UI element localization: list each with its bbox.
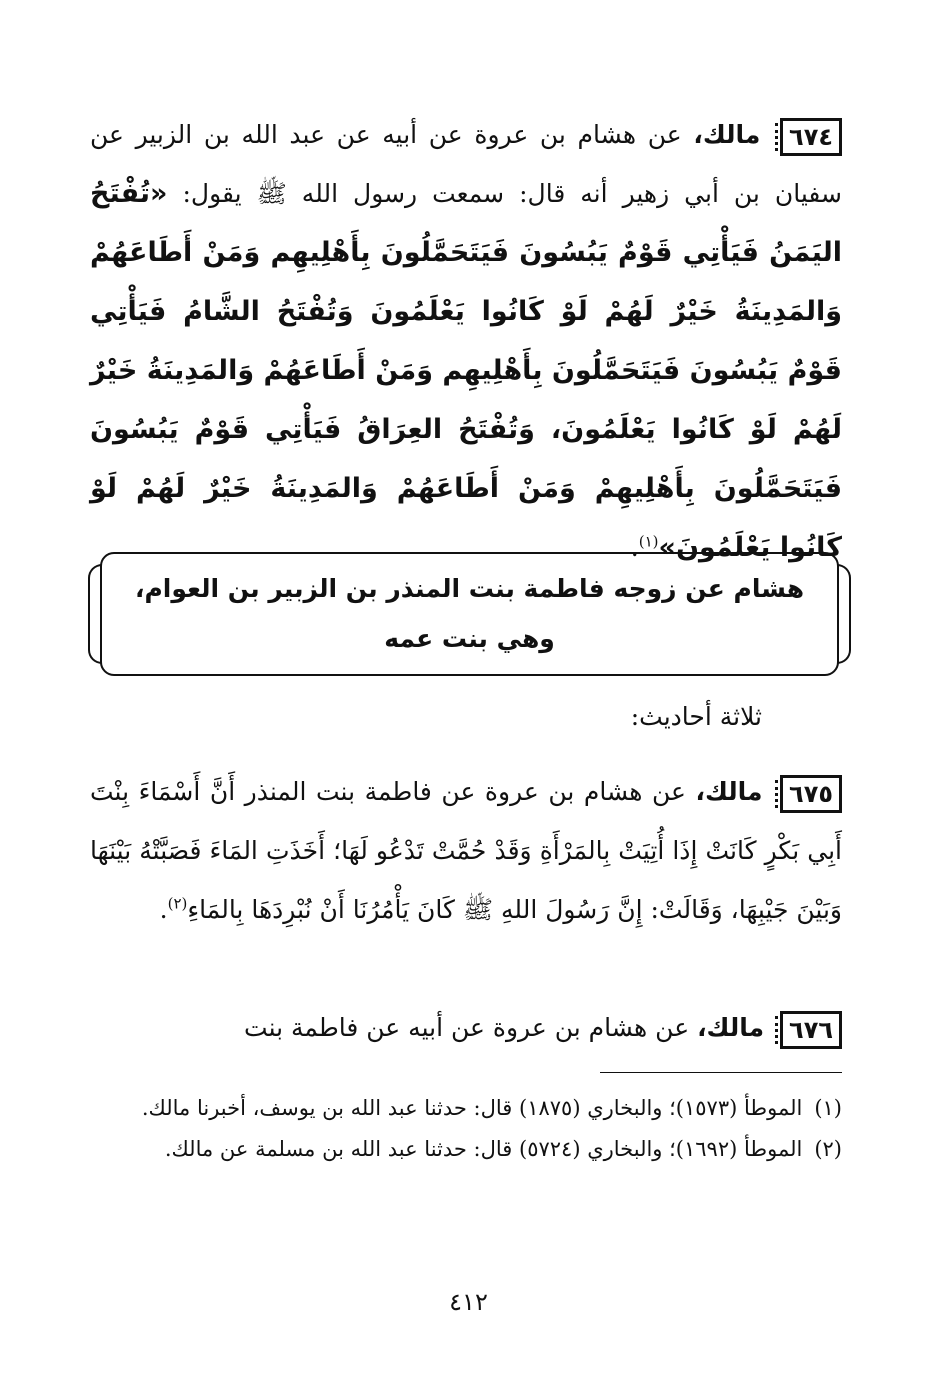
isnad-chain: عن هشام بن عروة عن أبيه عن عبد الله بن الزبير عن سفيان بن أبي زهير أنه قال: سمعت رسول الله ﷺ يقول:	[90, 120, 842, 208]
hadith-text: عن هشام بن عروة عن أبيه عن فاطمة بنت	[244, 1013, 690, 1042]
footnote-text: الموطأ (١٦٩٢)؛ والبخاري (٥٧٢٤) قال: حدثنا عبد الله بن مسلمة عن مالك.	[164, 1137, 803, 1161]
hadith-text: عن هشام بن عروة عن فاطمة بنت المنذر أَنَّ أَسْمَاءَ بِنْتَ أَبِي بَكْرٍ كَانَتْ إِذَا أُتِيَتْ بِالمَرْأَةِ وَقَدْ حُمَّتْ تَدْعُو لَهَا؛ أَخَذَتِ المَاءَ فَصَبَّتْهُ بَيْنَهَا وَبَيْنَ جَيْبِهَا، وَقَالَتْ: إِنَّ رَسُولَ اللهِ ﷺ كَانَ يَأْمُرُنَا أَنْ نُبْرِدَهَا بِالمَاءِ	[90, 777, 842, 924]
hadith-number: ٦٧٤	[780, 118, 842, 156]
page-number: ٤١٢	[449, 1288, 488, 1316]
chapter-title-line1: هشام عن زوجه فاطمة بنت المنذر بن الزبير بن العوام،	[134, 574, 805, 603]
footnote-mark: (٢)	[814, 1137, 842, 1161]
footnote-divider	[600, 1072, 842, 1073]
chapter-title-line2: وهي بنت عمه	[384, 624, 555, 653]
hadith-text: «تُفْتَحُ اليَمَنُ فَيَأْتِي قَوْمٌ يَبُسُونَ فَيَتَحَمَّلُونَ بِأَهْلِيهِم وَمَنْ أَطَاعَهُمْ وَالمَدِينَةُ خَيْرٌ لَهُمْ لَوْ كَانُوا يَعْلَمُونَ وَتُفْتَحُ الشَّامُ فَيَأْتِي قَوْمٌ يَبُسُونَ فَيَتَحَمَّلُونَ بِأَهْلِيهِم وَمَنْ أَطَاعَهُمْ وَالمَدِينَةُ خَيْرٌ لَهُمْ لَوْ كَانُوا يَعْلَمُونَ، وَتُفْتَحُ العِرَاقُ فَيَأْتِي قَوْمٌ يَبُسُونَ فَيَتَحَمَّلُونَ بِأَهْلِيهِمْ وَمَنْ أَطَاعَهُمْ وَالمَدِينَةُ خَيْرٌ لَهُمْ لَوْ كَانُوا يَعْلَمُونَ»	[90, 178, 842, 563]
footnote-item	[97, 1088, 842, 1129]
sentence-end: .	[159, 895, 168, 924]
hadith-674	[90, 105, 842, 577]
sentence-end: .	[630, 533, 639, 562]
footnote-mark: (١)	[814, 1096, 842, 1120]
footnote-ref[interactable]: (١)	[638, 532, 659, 551]
narrator-name: مالك،	[695, 777, 763, 806]
hadith-676	[90, 998, 842, 1057]
hadith-number: ٦٧٥	[780, 775, 842, 813]
footnotes	[97, 1088, 842, 1170]
chapter-heading	[100, 552, 839, 676]
footnote-text: الموطأ (١٥٧٣)؛ والبخاري (١٨٧٥) قال: حدثنا عبد الله بن يوسف، أخبرنا مالك.	[141, 1096, 803, 1120]
hadith-number: ٦٧٦	[780, 1011, 842, 1049]
footnote-item	[97, 1129, 842, 1170]
hadith-675	[90, 762, 842, 939]
narrator-name: مالك،	[693, 120, 761, 149]
narrator-name: مالك،	[697, 1013, 765, 1042]
footnote-ref[interactable]: (٢)	[167, 894, 188, 913]
hadith-count: ثلاثة أحاديث:	[630, 702, 762, 731]
